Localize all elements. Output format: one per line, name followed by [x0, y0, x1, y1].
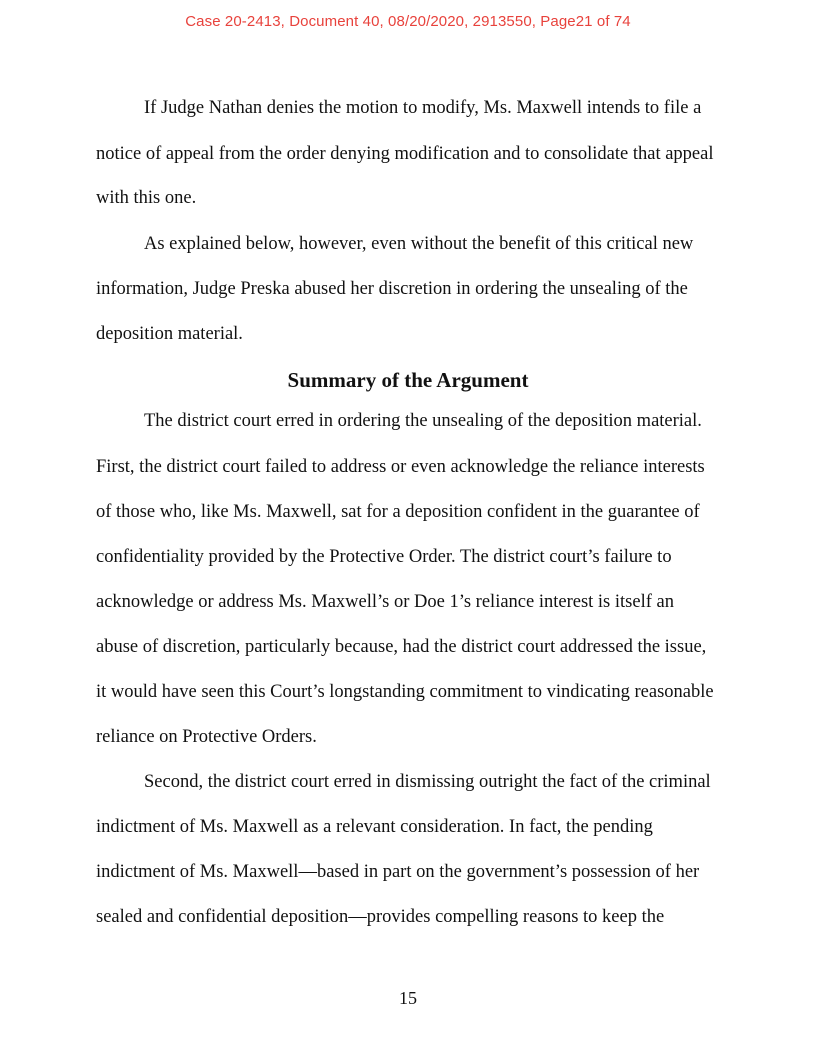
page-number: 15 — [399, 988, 417, 1008]
paragraph-line: As explained below, however, even without the benefit of this critical new — [144, 234, 694, 254]
paragraph-line: sealed and confidential deposition—provides compelling reasons to keep the — [96, 907, 665, 927]
paragraph-line: of those who, like Ms. Maxwell, sat for a deposition confident in the guarantee of — [96, 502, 700, 522]
paragraph-line: indictment of Ms. Maxwell—based in part on the government’s possession of her — [96, 862, 700, 882]
paragraph-line: acknowledge or address Ms. Maxwell’s or Doe 1’s reliance interest is itself an — [96, 592, 674, 612]
paragraph-line: reliance on Protective Orders. — [96, 727, 317, 747]
paragraph-line: If Judge Nathan denies the motion to modify, Ms. Maxwell intends to file a — [144, 98, 702, 118]
case-header-stamp: Case 20-2413, Document 40, 08/20/2020, 2913550, Page21 of 74 — [185, 13, 631, 30]
paragraph-line: with this one. — [96, 188, 197, 208]
paragraph-line: deposition material. — [96, 324, 243, 344]
paragraph-line: First, the district court failed to address or even acknowledge the reliance interests — [96, 457, 705, 477]
paragraph-line: abuse of discretion, particularly because, had the district court addressed the issue, — [96, 637, 707, 657]
paragraph-line: indictment of Ms. Maxwell as a relevant consideration. In fact, the pending — [96, 817, 653, 837]
paragraph-line: confidentiality provided by the Protective Order. The district court’s failure to — [96, 547, 672, 567]
paragraph-line: Second, the district court erred in dismissing outright the fact of the criminal — [144, 772, 711, 792]
paragraph-line: The district court erred in ordering the unsealing of the deposition material. — [144, 411, 702, 431]
paragraph-line: it would have seen this Court’s longstanding commitment to vindicating reasonable — [96, 682, 714, 702]
section-heading: Summary of the Argument — [287, 368, 529, 392]
paragraph-line: information, Judge Preska abused her discretion in ordering the unsealing of the — [96, 279, 688, 299]
paragraph-line: notice of appeal from the order denying modification and to consolidate that appeal — [96, 144, 714, 164]
